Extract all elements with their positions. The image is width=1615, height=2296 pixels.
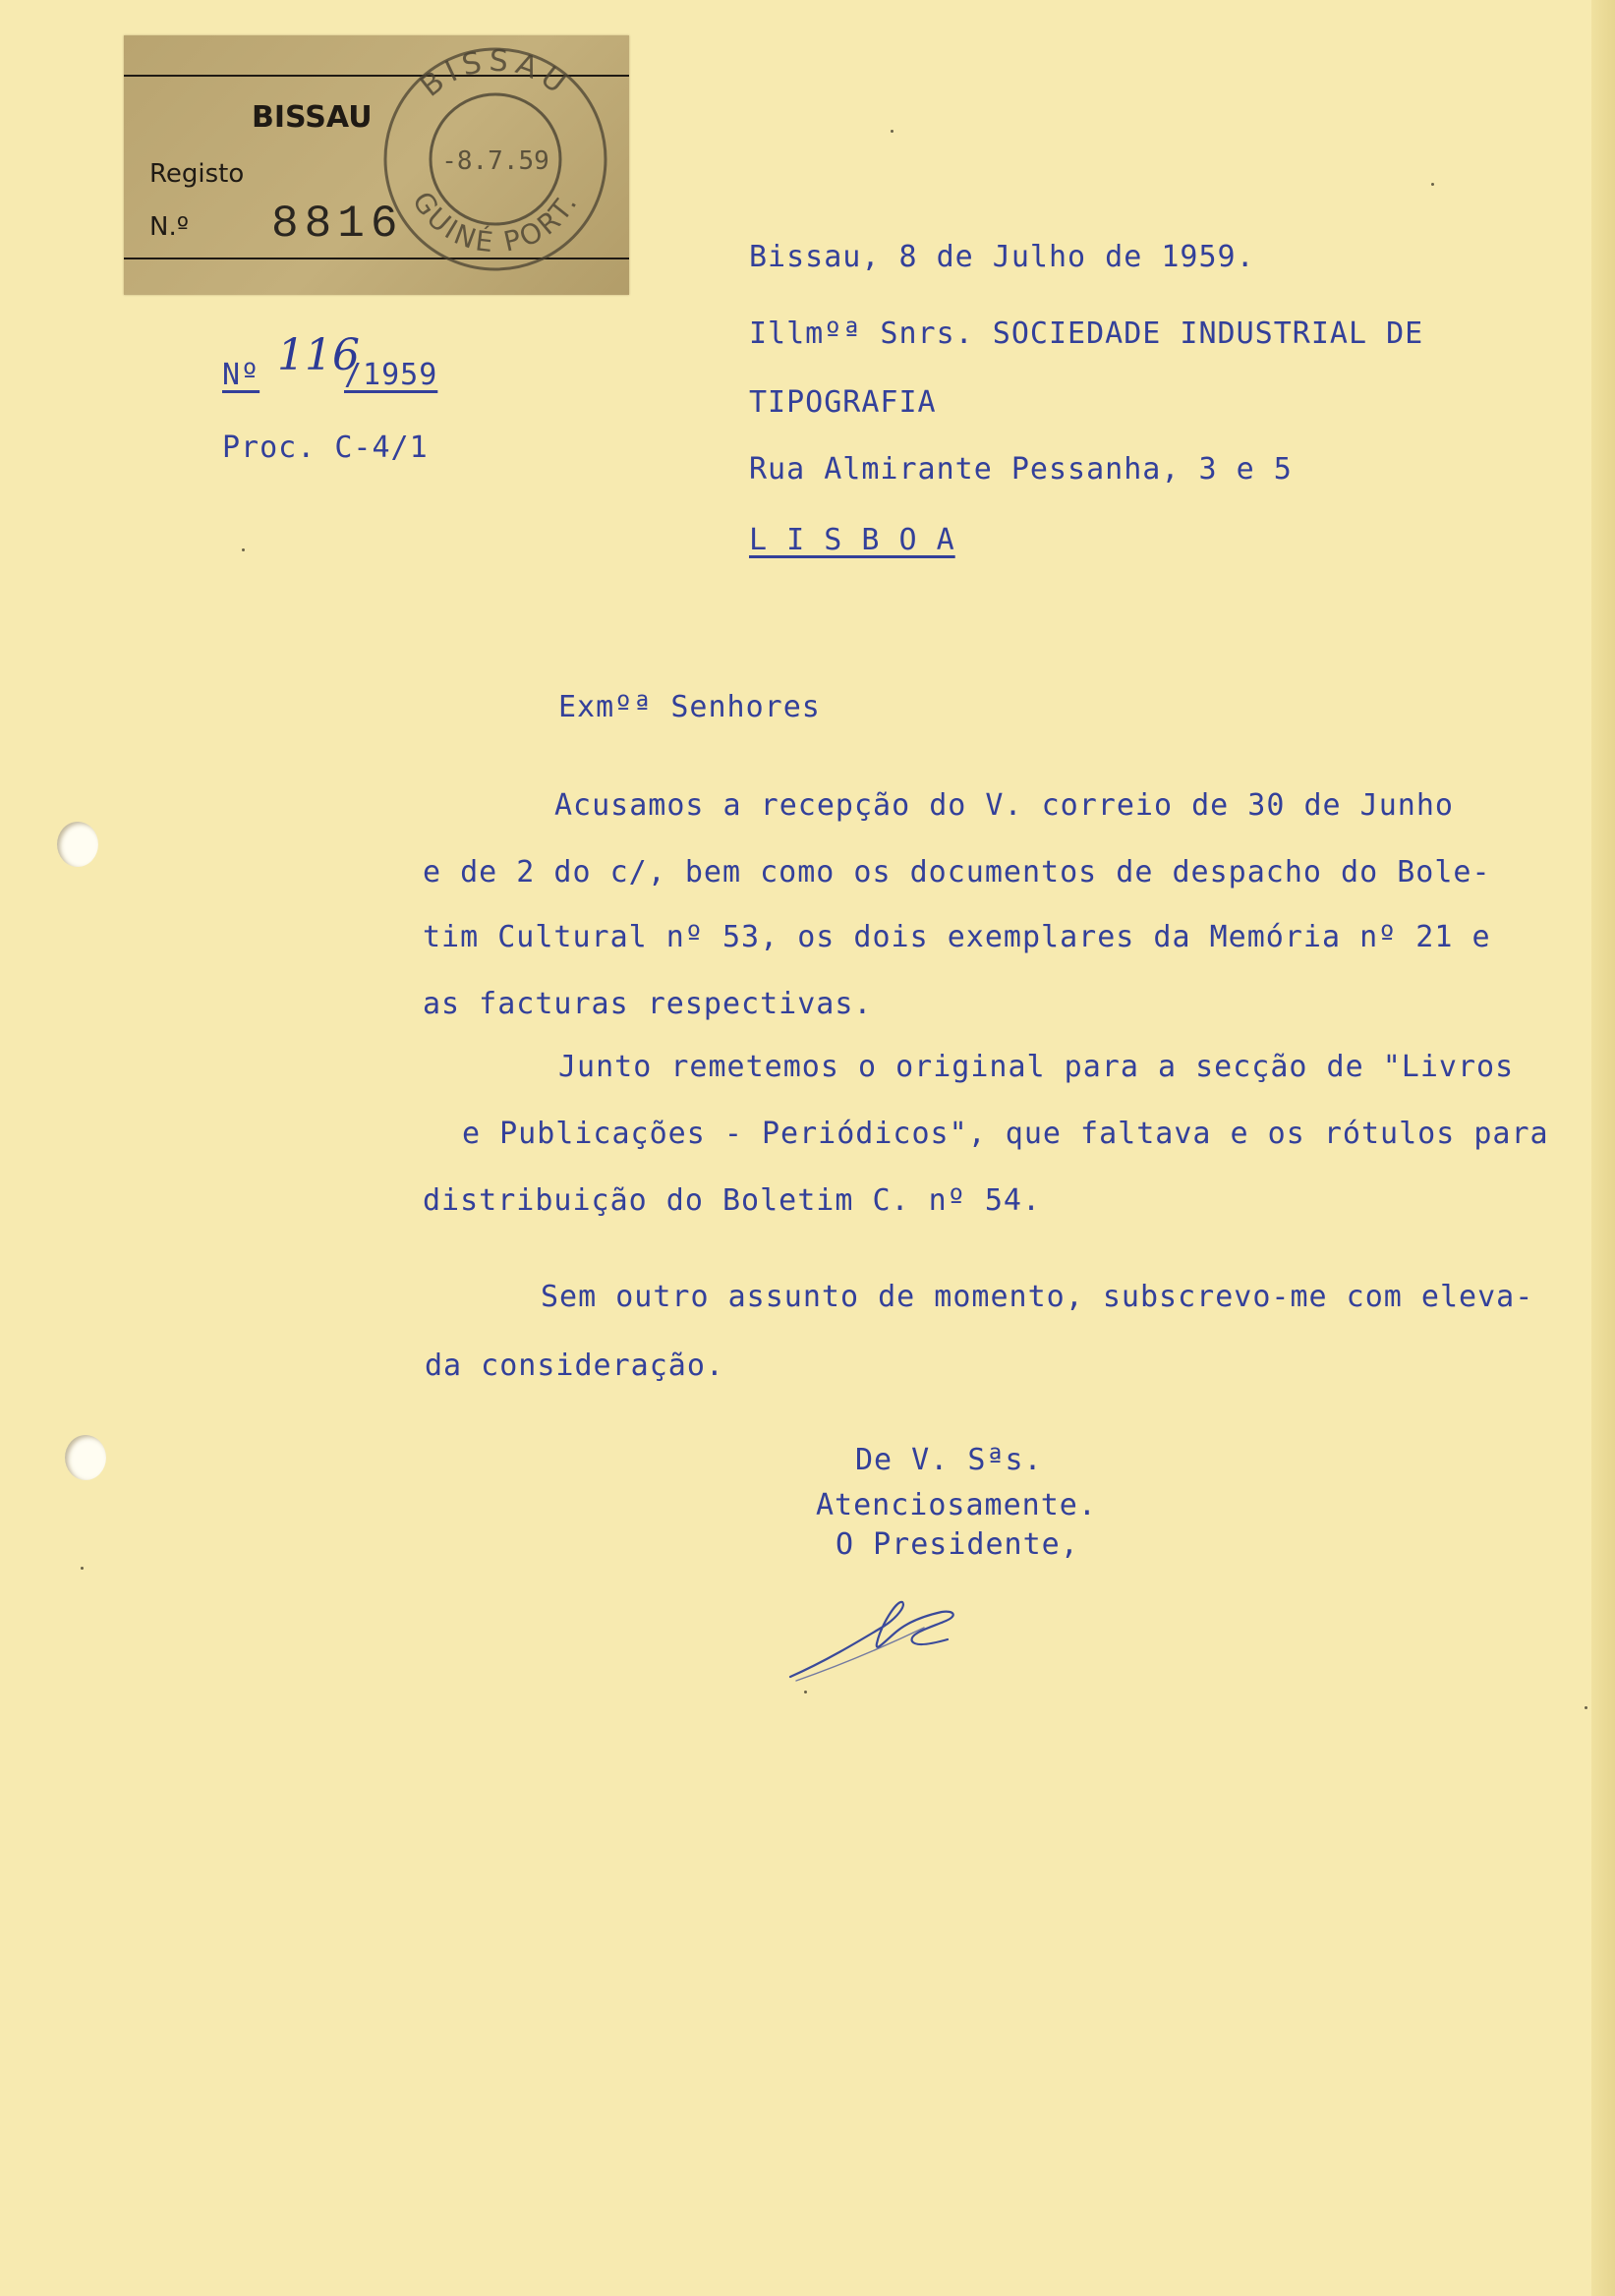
salutation: Exmºª Senhores [558, 690, 821, 724]
postmark-stamp [374, 37, 617, 281]
paper-speck [891, 130, 894, 133]
paper-speck [242, 548, 245, 551]
recipient-line-2: TIPOGRAFIA [749, 385, 937, 420]
registration-word: Registo [149, 159, 245, 189]
closing-line-1: De V. Sªs. [855, 1443, 1043, 1477]
paper-speck [81, 1567, 84, 1570]
registration-number: 8816 [271, 199, 404, 250]
closing-line-2: Atenciosamente. [816, 1488, 1097, 1522]
recipient-address: Rua Almirante Pessanha, 3 e 5 [749, 452, 1293, 487]
body-line: Sem outro assunto de momento, subscrevo-me com eleva- [541, 1280, 1534, 1314]
postmark-top-text: BISSAU [414, 43, 577, 104]
letter-number-year: /1959 [344, 358, 438, 392]
recipient-line-1: Illmºª Snrs. SOCIEDADE INDUSTRIAL DE [749, 316, 1424, 351]
signature [786, 1582, 983, 1691]
postmark-bottom-text: GUINÉ PORT. [405, 186, 585, 259]
body-line: as facturas respectivas. [423, 987, 873, 1021]
letter-number-prefix: Nº [222, 358, 260, 392]
body-line: e de 2 do c/, bem como os documentos de despacho do Bole- [423, 855, 1491, 890]
registration-label [124, 35, 629, 295]
body-line: e Publicações - Periódicos", que faltava e os rótulos para [462, 1117, 1549, 1151]
body-line: Acusamos a recepção do V. correio de 30 de Junho [554, 788, 1454, 823]
paper-speck [804, 1691, 807, 1693]
punch-hole [65, 1435, 106, 1480]
paper-speck [1585, 1706, 1587, 1709]
registration-number-label: N.º [149, 212, 189, 242]
body-line: Junto remetemos o original para a secção de "Livros [558, 1050, 1515, 1084]
recipient-city: L I S B O A [749, 523, 955, 557]
process-reference: Proc. C-4/1 [222, 430, 429, 465]
letter-number-handwritten: 116 [277, 330, 360, 380]
body-line: tim Cultural nº 53, os dois exemplares da Memória nº 21 e [423, 920, 1491, 954]
closing-line-3: O Presidente, [836, 1527, 1079, 1562]
date-line: Bissau, 8 de Julho de 1959. [749, 240, 1255, 274]
body-line: da consideração. [425, 1349, 724, 1383]
paper-speck [1431, 183, 1434, 186]
postmark-date: -8.7.59 [441, 146, 549, 176]
registration-town: BISSAU [252, 100, 373, 135]
page-edge [1591, 0, 1615, 2296]
punch-hole [57, 822, 98, 867]
body-line: distribuição do Boletim C. nº 54. [423, 1183, 1042, 1218]
